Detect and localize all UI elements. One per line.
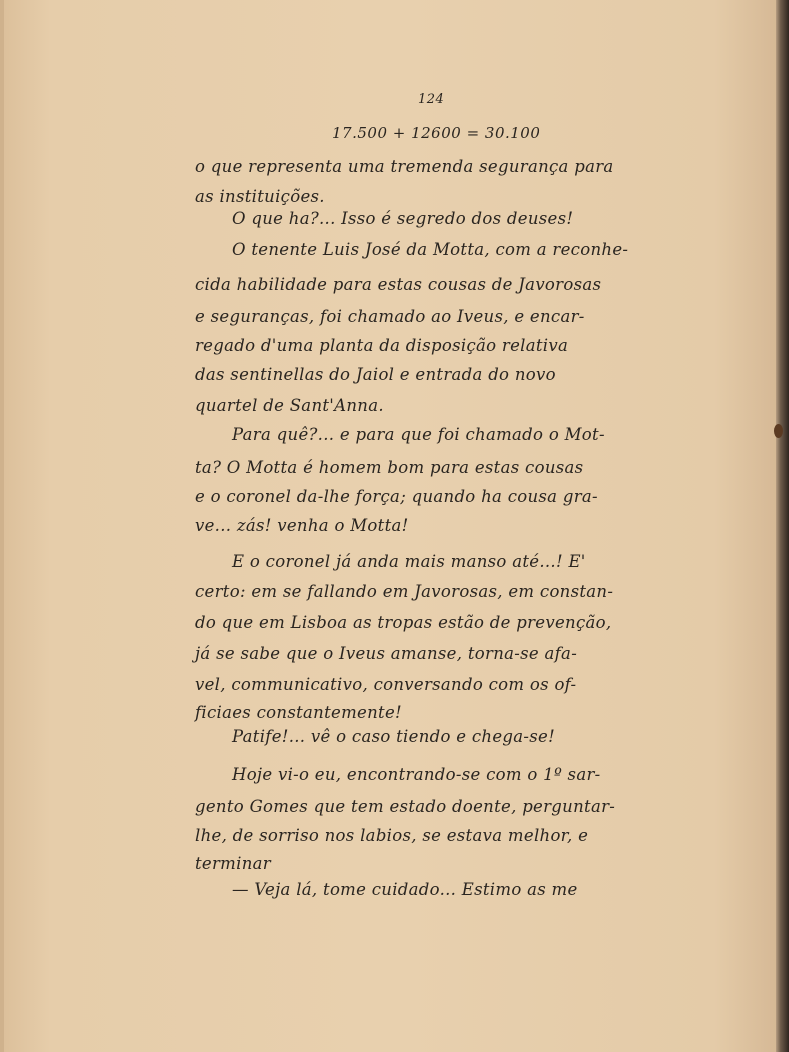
text-line: vel, communicativo, conversando com os of-	[195, 675, 577, 694]
text-line: e seguranças, foi chamado ao Iveus, e encar-	[195, 307, 585, 326]
text-line: lhe, de sorriso nos labios, se estava melhor, e	[195, 826, 589, 845]
page-number: 124	[418, 92, 445, 107]
text-line: O tenente Luis José da Motta, com a reconhe-	[232, 240, 629, 259]
text-line: Patife!... vê o caso tiendo e chega-se!	[232, 727, 556, 746]
text-line: certo: em se fallando em Javorosas, em constan-	[195, 582, 614, 601]
text-line: o que representa uma tremenda segurança para	[195, 157, 614, 176]
text-line: Para quê?... e para que foi chamado o Mot-	[232, 425, 605, 444]
text-line: já se sabe que o Iveus amanse, torna-se afa-	[195, 644, 578, 663]
text-line: Hoje vi-o eu, encontrando-se com o 1º sar-	[232, 765, 601, 784]
text-line: as instituições.	[195, 187, 325, 206]
text-line: ficiaes constantemente!	[195, 703, 402, 722]
text-line: terminar	[195, 854, 271, 873]
text-line: ve... zás! venha o Motta!	[195, 516, 409, 535]
text-line: O que ha?... Isso é segredo dos deuses!	[232, 209, 574, 228]
text-line: — Veja lá, tome cuidado... Estimo as me	[232, 880, 578, 899]
text-line: e o coronel da-lhe força; quando ha cousa gra-	[195, 487, 598, 506]
text-line: E o coronel já anda mais manso até...! E'	[232, 552, 586, 571]
text-line: regado d'uma planta da disposição relativa	[195, 336, 569, 355]
text-line: gento Gomes que tem estado doente, perguntar-	[195, 797, 616, 816]
text-line: do que em Lisboa as tropas estão de prevenção,	[195, 613, 612, 632]
text-line: cida habilidade para estas cousas de Javorosas	[195, 275, 602, 294]
text-line: ta? O Motta é homem bom para estas cousas	[195, 458, 584, 477]
text-line: quartel de Sant'Anna.	[195, 396, 384, 415]
margin-calculation: 17.500 + 12600 = 30.100	[332, 124, 541, 142]
text-line: das sentinellas do Jaiol e entrada do novo	[195, 365, 556, 384]
